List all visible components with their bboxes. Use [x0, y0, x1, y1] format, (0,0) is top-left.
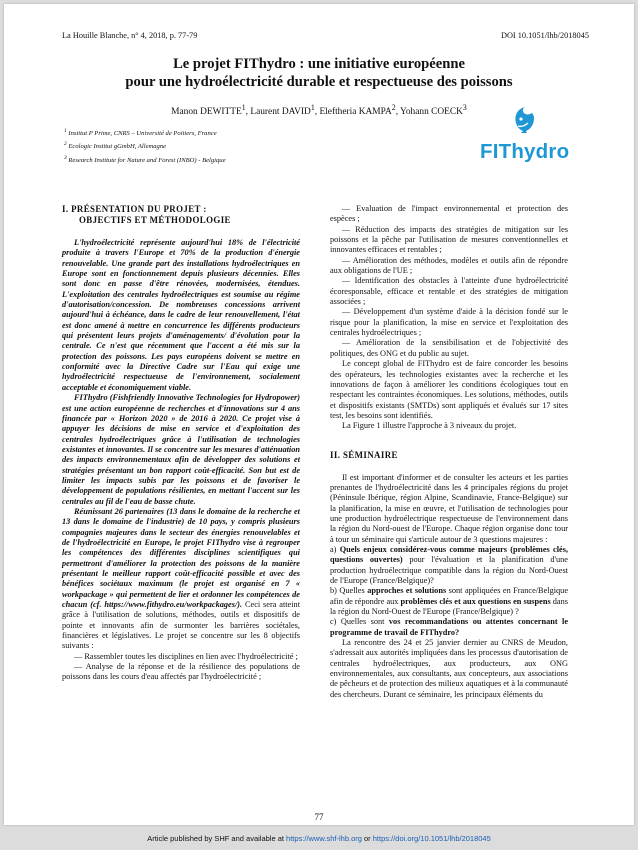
question-a-rest: pour l'évaluation et la planification d'une production hydroélectrique compatible dans la région du Nord-Ouest de l'Europe (France/Belgique)? [330, 555, 568, 585]
list-item: — Réduction des impacts des stratégies de mitigation sur les poissons et la pêche par l'utilisation de mesures conventionnelles et innovantes efficaces et rentables ; [330, 224, 568, 255]
list-item: — Rassembler toutes les disciplines en lien avec l'hydroélectricité ; [74, 651, 298, 661]
affiliation-text: Research Institute for Nature and Forest (INBO) - Belgique [68, 156, 226, 164]
right-column [330, 204, 568, 700]
journal-reference: La Houille Blanche, n° 4, 2018, p. 77-79 [62, 31, 198, 40]
fish-icon [512, 106, 538, 134]
title-line-2: pour une hydroélectricité durable et respectueuse des poissons [125, 74, 513, 90]
partners-rest-text: Ceci sera atteint grâce à l'utilisation de solutions, méthodes, outils et dispositifs de pointe et innovants afin de surmonter les barrières sociétales, financières et législatives. Le projet se concentre sur les 8 objectifs suivants : [62, 600, 300, 651]
footer-link-doi[interactable]: https://doi.org/10.1051/lhb/2018045 [372, 834, 491, 843]
author-sup: 1 [310, 103, 315, 112]
author-sup: 1 [241, 103, 246, 112]
question-b-mid: sont appliquées en France/Belgique afin de répondre aux [330, 586, 569, 606]
footer-prefix: Article published by SHF and available at [147, 834, 287, 843]
body-paragraph-partners [62, 507, 300, 652]
author-list: Manon DEWITTE$^1$, Laurent DAVID$^1$, Eleftheria KAMPA$^2$, Yohann COECK$^3$ [171, 103, 467, 118]
logo-wordmark: FIThydro [480, 140, 570, 163]
author: Yohann COECK [400, 107, 463, 118]
paper-page [4, 4, 634, 825]
affiliation-text: Ecologic Institut gGmbH, Allemagne [68, 143, 167, 151]
list-item: — Evaluation de l'impact environnemental et protection des espèces ; [330, 204, 568, 224]
section-2-heading: II. SÉMINAIRE [330, 449, 398, 460]
abstract-paragraph-1: L'hydroélectricité représente aujourd'hui 18% de l'électricité produite à travers l'Europe et 70% de la production d'énergie renouvelable. Une grande part des installations hydroélectriques en Europe sont en fonctionnement depuis plusieurs décennies. Elles sont donc en passe d'être rénovées, modernisées, étendues. L'exploitation des centrales hydroélectriques est soumise au régime d'autorisation/concession. De nombreuses concessions arrivent aujourd'hui à échéance, dans le cadre de leur renouvellement, l'état est donc amené à mettre en concurrence les différents producteurs qui présentent leurs projets d'aménagements/ d'évolution pour la centrale. Ce n'est que récemment que l'accent a été mis sur la protection des poissons. Les pays européens doivent se mettre en conformité avec la Directive Cadre sur l'Eau qui exige une hydroélectricité respectueuse de l'environnement, socialement acceptable et économiquement viable. [62, 238, 300, 392]
question-b [330, 586, 568, 617]
list-item: — Analyse de la réponse et de la résilience des populations de poissons dans les cours d'eau affectés par l'hydroélectricité ; [62, 662, 300, 682]
list-item: — Amélioration de la sensibilisation et de l'objectivité des politiques, des ONG et du public au sujet. [330, 338, 568, 358]
question-b-rest: dans la région du Nord-Ouest de l'Europe (France/Belgique) ? [330, 596, 568, 617]
concept-paragraph: Le concept global de FIThydro est de faire concorder les besoins des opérateurs, les technologies existantes avec la recherche et les innovations de façon à améliorer les conditions écologiques tout en respectant les contraintes économiques. Les solutions, méthodes, outils et dispositifs existants (SMTDs) sont appliqués et évalués sur 17 sites test, les besoins sont identifiés. [330, 359, 568, 420]
footer-mid: or [361, 834, 373, 843]
fithydro-logo [480, 106, 570, 166]
question-b-prefix: b) Quelles [330, 586, 368, 596]
author: Manon DEWITTE [171, 107, 242, 118]
question-c-prefix: c) Quelles sont [330, 617, 389, 627]
page-number: 77 [314, 812, 324, 822]
question-b-bold-1: approches et solutions [367, 586, 447, 596]
author: Eleftheria KAMPA [319, 107, 392, 118]
left-column [62, 204, 300, 683]
paper-title [44, 55, 594, 91]
section-1-heading-line-2: OBJECTIFS ET MÉTHODOLOGIE [79, 215, 231, 225]
question-a [330, 545, 568, 586]
doi-header: DOI 10.1051/lhb/2018045 [500, 31, 589, 40]
section-1-heading [62, 204, 300, 226]
affiliation [64, 139, 226, 152]
list-item: — Développement d'un système d'aide à la décision fondé sur le risque pour la planification, la mise en service et l'exploitation des centrales hydroélectriques ; [330, 307, 568, 338]
partners-italic-text: Réunissant 26 partenaires (13 dans le domaine de la recherche et 13 dans le domaine de l'industrie) de 10 pays, y compris plusieurs compagnies majeures dans le secteur des énergies renouvelables et de l'hydroélectricité en Europe, le projet FIThydro vise à regrouper les compétences des différentes disciplines scientifiques qui permettront d'améliorer la protection des poissons de la manière présentant le meilleur rapport coût-efficacité possible et avec des bénéfices sociétaux maximum (le projet est organisé en 7 « workpackage » qui permettent de lier et ordonner les compétences de chacun (cf. https://www.fithydro.eu/workpackages/). [62, 506, 300, 610]
list-item: — Amélioration des méthodes, modèles et outils afin de répondre aux obligations de l'UE ; [330, 255, 568, 276]
author-sup: 2 [391, 103, 396, 112]
affiliation [64, 153, 226, 166]
affiliation-num: 1 [64, 128, 67, 134]
affiliation [64, 126, 226, 139]
question-a-bold: Quels enjeux considérez-vous comme majeurs (problèmes clés, questions ouvertes) [330, 544, 568, 565]
title-line-1: Le projet FIThydro : une initiative européenne [173, 56, 465, 72]
meeting-paragraph: La rencontre des 24 et 25 janvier dernier au CNRS de Meudon, s'adressait aux autorités impliquées dans les processus d'autorisation de centrales hydroélectriques, aux producteurs, aux ONG environnementales, aux consultants, aux concepteurs, aux associations de pêcheurs et de protection des milieux aquatiques et à la communauté des chercheurs. Durant ce séminaire, les principaux éléments du [330, 638, 568, 699]
affiliation-text: Institut P Prime, CNRS – Université de Poitiers, France [68, 130, 217, 138]
affiliation-num: 3 [64, 154, 67, 161]
figure-reference-paragraph: La Figure 1 illustre l'approche à 3 niveaux du projet. [342, 421, 517, 431]
question-c-bold: vos recommandations ou attentes concernant le programme de travail de FIThydro? [330, 617, 568, 637]
question-c [330, 617, 568, 638]
publisher-footer [0, 834, 638, 843]
question-a-prefix: a) [330, 544, 340, 554]
list-item: — Identification des obstacles à l'atteinte d'une hydroélectricité écoresponsable, efficace et rentable et des stratégies de mitigation associées ; [330, 276, 568, 307]
author: Laurent DAVID [250, 107, 311, 118]
affiliation-num: 2 [64, 141, 67, 148]
footer-link-shf[interactable]: https://www.shf-lhb.org [286, 834, 362, 843]
abstract-paragraph-2: FIThydro (Fishfriendly Innovative Technologies for Hydropower) est une action européenne de recherches et d'innovations sur 4 ans financée par « Horizon 2020 » de 2016 à 2020. Ce projet vise à appuyer les décisions de mise en service et d'exploitation des centrales hydroélectriques grâce à l'utilisation de technologies existantes et innovantes. Il se concentre sur les mesures d'atténuation des impacts environnementaux afin de développer des solutions et stratégies présentant un bon rapport coût-efficacité. Son but est de limiter les impacts subis par les poissons et de favoriser le développement de populations résilientes, en mettant l'accent sur les centrales au fil de l'eau de basse chute. [62, 393, 300, 506]
affiliations [64, 126, 226, 166]
seminar-paragraph: Il est important d'informer et de consulter les acteurs et les parties prenantes de l'hydroélectricité dans les 4 principales régions du projet (Péninsule Ibérique, région Alpine, Scandinavie, France-Belgique) sur la planification, la mise en œuvre, et l'utilisation de technologies pour une production hydroélectrique respectueuse de l'environnement dans la région du Nord-ouest de l'Europe. Chaque région organise donc tour à tour un séminaire qui s'articule autour de 3 questions majeures : [330, 472, 568, 544]
section-1-heading-line-1: I. PRÉSENTATION DU PROJET : [62, 204, 207, 214]
question-b-bold-2: problèmes clés et aux questions en suspens [400, 596, 551, 606]
author-sup: 3 [462, 103, 467, 112]
